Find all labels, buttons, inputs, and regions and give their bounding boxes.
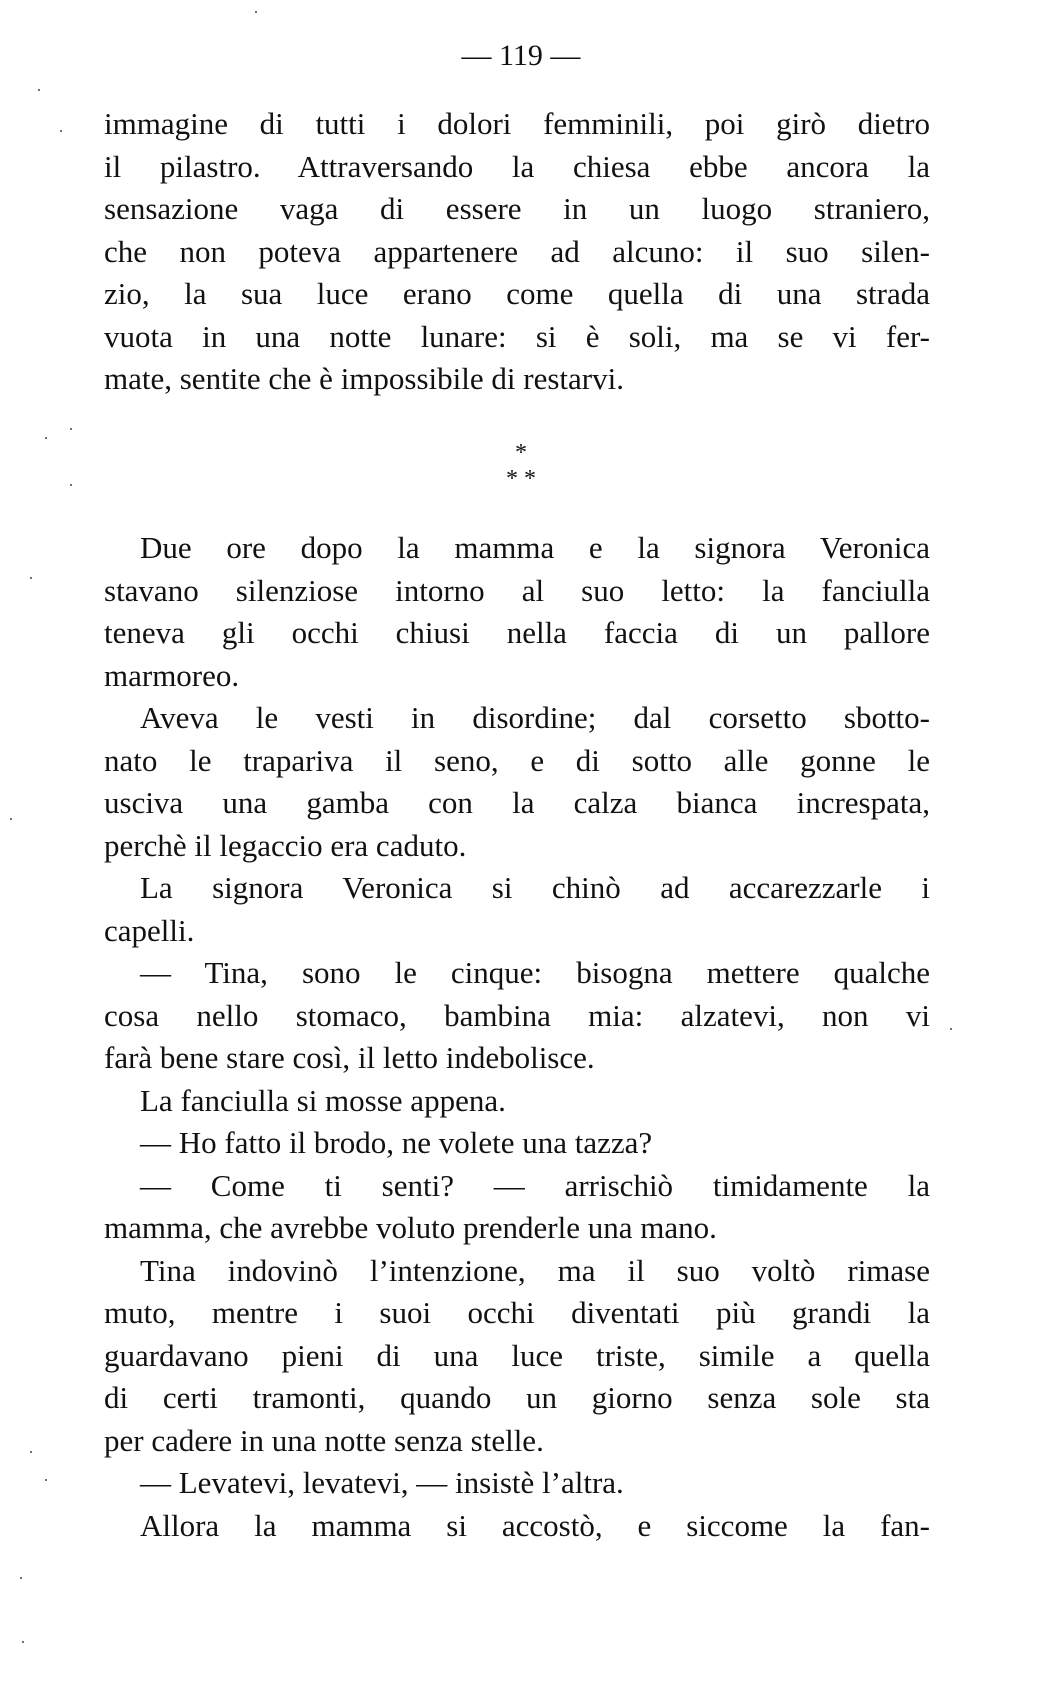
text-line: il pilastro. Attraversando la chiesa ebbe ancora la (104, 148, 930, 184)
text-line: — Tina, sono le cinque: bisogna mettere qualche (140, 955, 930, 990)
text-line: usciva una gamba con la calza bianca increspata, (104, 785, 930, 820)
scan-speck (10, 818, 12, 820)
asterism-top: * (515, 440, 527, 466)
text-line: che non poteva appartenere ad alcuno: il suo silen- (104, 233, 930, 269)
text-line: sensazione vaga di essere in un luogo straniero, (104, 191, 930, 226)
text-line: vuota in una notte lunare: si è soli, ma se vi fer- (104, 318, 930, 354)
text-line: nato le trapariva il seno, e di sotto alle gonne le (104, 742, 930, 778)
scan-speck (45, 437, 47, 439)
text-line: La signora Veronica si chinò ad accarezzarle i (140, 870, 930, 905)
paragraph-block-2 (104, 527, 930, 1547)
scan-speck (70, 484, 72, 486)
text-line: mamma, che avrebbe voluto prenderle una mano. (104, 1210, 717, 1245)
text-line: stavano silenziose intorno al suo letto: la fanciulla (104, 572, 930, 608)
scan-speck (22, 1641, 24, 1643)
scan-speck (30, 577, 32, 579)
scan-speck (45, 1479, 47, 1481)
scan-speck (60, 130, 62, 132)
asterism-bottom: * * (506, 466, 536, 492)
text-line: — Come ti senti? — arrischiò timidamente la (140, 1167, 930, 1203)
section-break-asterism (0, 440, 1042, 492)
text-line: Allora la mamma si accostò, e siccome la fan- (140, 1507, 930, 1543)
scan-speck (38, 89, 40, 91)
page-number: — 119 — (461, 39, 581, 72)
scan-speck (30, 1451, 32, 1453)
text-line: immagine di tutti i dolori femminili, poi girò dietro (104, 106, 930, 141)
text-line: zio, la sua luce erano come quella di una strada (104, 276, 930, 311)
text-line: guardavano pieni di una luce triste, simile a quella (104, 1337, 930, 1373)
text-line: Aveva le vesti in disordine; dal corsetto sbotto- (140, 700, 930, 735)
text-line: Due ore dopo la mamma e la signora Veronica (140, 530, 930, 565)
text-line: farà bene stare così, il letto indebolisce. (104, 1040, 595, 1075)
text-line: marmoreo. (104, 657, 240, 693)
text-line: — Levatevi, levatevi, — insistè l’altra. (140, 1465, 624, 1500)
text-line: mate, sentite che è impossibile di restarvi. (104, 361, 624, 396)
text-line: La fanciulla si mosse appena. (140, 1082, 506, 1118)
paragraph-block-1 (104, 103, 930, 401)
text-line: capelli. (104, 912, 195, 948)
text-line: Tina indovinò l’intenzione, ma il suo voltò rimase (140, 1252, 930, 1288)
text-line: teneva gli occhi chiusi nella faccia di un pallore (104, 615, 930, 650)
scan-speck (255, 11, 257, 13)
scan-speck (70, 428, 72, 430)
text-line: muto, mentre i suoi occhi diventati più grandi la (104, 1295, 930, 1330)
text-line: perchè il legaccio era caduto. (104, 827, 467, 863)
text-line: — Ho fatto il brodo, ne volete una tazza? (140, 1125, 653, 1160)
scan-speck (950, 1028, 952, 1030)
text-line: per cadere in una notte senza stelle. (104, 1422, 544, 1458)
scan-speck (20, 1577, 22, 1579)
text-line: di certi tramonti, quando un giorno senza sole sta (104, 1380, 930, 1415)
text-line: cosa nello stomaco, bambina mia: alzatevi, non vi (104, 997, 930, 1033)
